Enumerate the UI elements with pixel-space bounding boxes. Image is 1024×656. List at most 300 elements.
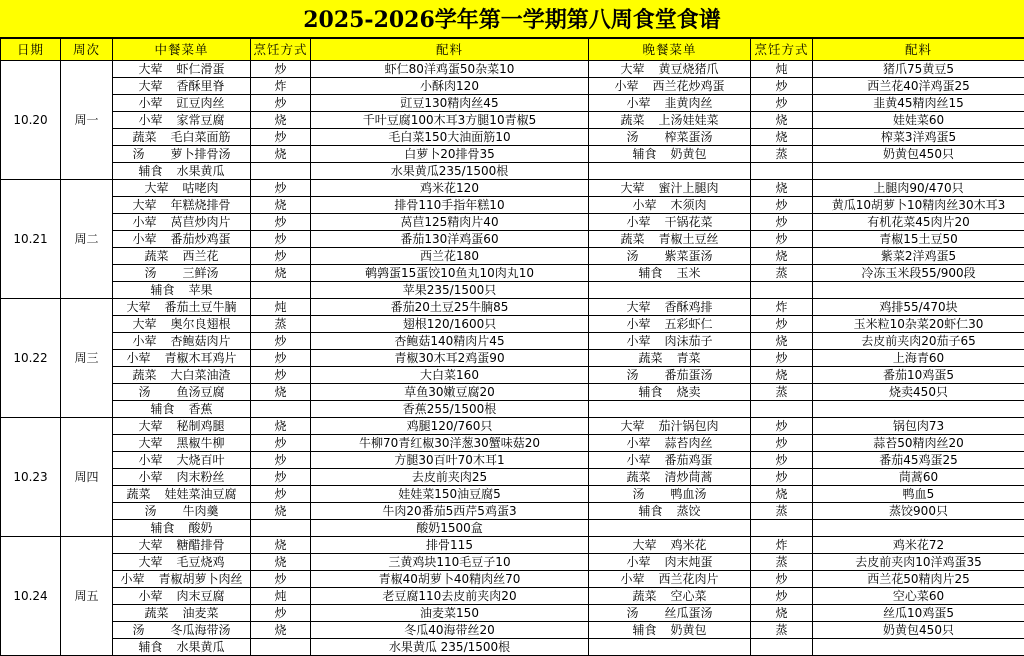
table-row (1, 452, 1024, 469)
lunch-category: 大荤 (126, 299, 164, 315)
dinner-method: 烧 (751, 129, 813, 146)
dinner-method: 蒸 (751, 554, 813, 571)
table-row-supplement (1, 639, 1024, 656)
lunch-dish: 大烧百叶 (176, 453, 224, 467)
dinner-category: 蔬菜 (632, 588, 670, 604)
lunch-dish: 咕咾肉 (182, 181, 218, 195)
dinner-ingredients: 蒜苔50精肉丝20 (813, 435, 1024, 452)
lunch-ingredients: 青椒30木耳2鸡蛋90 (311, 350, 589, 367)
lunch-supplement-cell (113, 401, 251, 418)
dinner-empty-method (751, 401, 813, 418)
table-row (1, 622, 1024, 639)
header-date: 日期 (1, 39, 61, 61)
dinner-ingredients: 奶黄包450只 (813, 146, 1024, 163)
lunch-category: 蔬菜 (144, 248, 182, 264)
lunch-category: 大荤 (132, 316, 170, 332)
dinner-ingredients: 锅包肉73 (813, 418, 1024, 435)
lunch-category: 小荤 (138, 588, 176, 604)
lunch-category: 大荤 (138, 61, 176, 77)
header-lunch-ingredients: 配料 (311, 39, 589, 61)
table-row-supplement (1, 282, 1024, 299)
lunch-method: 蒸 (251, 316, 311, 333)
dinner-empty-method (751, 282, 813, 299)
table-row-supplement (1, 401, 1024, 418)
dinner-ingredients: 去皮前夹肉10洋鸡蛋35 (813, 554, 1024, 571)
lunch-method: 炒 (251, 605, 311, 622)
lunch-dish: 香酥里脊 (176, 79, 224, 93)
dinner-ingredients: 娃娃菜60 (813, 112, 1024, 129)
lunch-dish-cell (113, 248, 251, 265)
dinner-method: 蒸 (751, 622, 813, 639)
lunch-category: 大荤 (132, 197, 170, 213)
table-row (1, 146, 1024, 163)
lunch-method: 炸 (251, 78, 311, 95)
dinner-dish-cell (589, 265, 751, 282)
dinner-method: 蒸 (751, 503, 813, 520)
table-row (1, 367, 1024, 384)
dinner-dish: 番茄蛋汤 (664, 368, 712, 382)
dinner-dish: 青椒土豆丝 (658, 232, 718, 246)
dinner-ingredients: 鸡米花72 (813, 537, 1024, 554)
lunch-method: 烧 (251, 112, 311, 129)
dinner-empty-ingredients (813, 282, 1024, 299)
lunch-dish-cell (113, 435, 251, 452)
lunch-dish-cell (113, 78, 251, 95)
header-dinner-ingredients: 配料 (813, 39, 1024, 61)
lunch-dish-cell (113, 129, 251, 146)
dinner-dish: 西兰花炒鸡蛋 (652, 79, 724, 93)
lunch-method: 炒 (251, 350, 311, 367)
dinner-ingredients: 有机花菜45肉片20 (813, 214, 1024, 231)
dinner-method: 炸 (751, 537, 813, 554)
lunch-dish: 奥尔良翅根 (170, 317, 230, 331)
dinner-dish: 奶黄包 (670, 147, 706, 161)
lunch-method: 炒 (251, 367, 311, 384)
lunch-method: 炒 (251, 486, 311, 503)
table-row (1, 418, 1024, 435)
lunch-dish: 豇豆肉丝 (176, 96, 224, 110)
dinner-category: 汤 (632, 486, 670, 502)
lunch-method: 烧 (251, 537, 311, 554)
table-row (1, 265, 1024, 282)
lunch-ingredients: 杏鲍菇140精肉片45 (311, 333, 589, 350)
dinner-ingredients: 青椒15土豆50 (813, 231, 1024, 248)
lunch-dish: 黑椒牛柳 (176, 436, 224, 450)
dinner-category: 蔬菜 (626, 469, 664, 485)
dinner-category: 小荤 (626, 333, 664, 349)
dinner-dish-cell (589, 61, 751, 78)
dinner-method: 炒 (751, 452, 813, 469)
lunch-dish: 番茄炒鸡蛋 (170, 232, 230, 246)
menu-title: 2025-2026学年第一学期第八周食堂食谱 (0, 0, 1024, 38)
lunch-dish-cell (113, 486, 251, 503)
lunch-dish: 糖醋排骨 (176, 538, 224, 552)
lunch-dish-cell (113, 95, 251, 112)
supplement-method (251, 282, 311, 299)
table-row (1, 180, 1024, 197)
dinner-method: 炒 (751, 95, 813, 112)
lunch-category: 蔬菜 (126, 486, 164, 502)
dinner-method: 炒 (751, 469, 813, 486)
lunch-category: 小荤 (132, 214, 170, 230)
lunch-dish: 青椒胡萝卜肉丝 (158, 572, 242, 586)
dinner-dish-cell (589, 316, 751, 333)
dinner-dish: 蒜苔肉丝 (664, 436, 712, 450)
supplement-category: 辅食 (138, 639, 176, 655)
dinner-method: 炒 (751, 197, 813, 214)
dinner-ingredients: 上腿肉90/470只 (813, 180, 1024, 197)
dinner-ingredients: 榨菜3洋鸡蛋5 (813, 129, 1024, 146)
dinner-category: 汤 (626, 367, 664, 383)
dinner-dish: 鸡米花 (670, 538, 706, 552)
lunch-dish: 虾仁滑蛋 (176, 62, 224, 76)
lunch-dish-cell (113, 112, 251, 129)
lunch-ingredients: 鸡腿120/760只 (311, 418, 589, 435)
dinner-ingredients: 番茄45鸡蛋25 (813, 452, 1024, 469)
lunch-category: 蔬菜 (144, 605, 182, 621)
dinner-category: 大荤 (620, 61, 658, 77)
dinner-dish: 番茄鸡蛋 (664, 453, 712, 467)
supplement-method (251, 639, 311, 656)
lunch-method: 烧 (251, 197, 311, 214)
dinner-dish-cell (589, 537, 751, 554)
lunch-category: 小荤 (126, 350, 164, 366)
dinner-dish-cell (589, 486, 751, 503)
dinner-category: 大荤 (626, 299, 664, 315)
dinner-category: 大荤 (620, 180, 658, 196)
lunch-method: 烧 (251, 554, 311, 571)
day-weekday: 周四 (61, 418, 113, 537)
lunch-dish: 油麦菜 (182, 606, 218, 620)
dinner-dish-cell (589, 571, 751, 588)
dinner-dish-cell (589, 146, 751, 163)
dinner-dish: 肉末炖蛋 (664, 555, 712, 569)
dinner-ingredients: 猪爪75黄豆5 (813, 61, 1024, 78)
lunch-ingredients: 排骨115 (311, 537, 589, 554)
dinner-category: 辅食 (632, 622, 670, 638)
lunch-ingredients: 三黄鸡块110毛豆子10 (311, 554, 589, 571)
dinner-category: 汤 (626, 605, 664, 621)
supplement-dish: 香蕉 (188, 402, 212, 416)
table-row-supplement (1, 163, 1024, 180)
dinner-ingredients: 蒸饺900只 (813, 503, 1024, 520)
dinner-dish-cell (589, 299, 751, 316)
header-row (1, 39, 1024, 61)
lunch-method: 炒 (251, 61, 311, 78)
dinner-method: 蒸 (751, 265, 813, 282)
lunch-category: 大荤 (138, 435, 176, 451)
lunch-dish-cell (113, 503, 251, 520)
dinner-category: 小荤 (626, 554, 664, 570)
dinner-dish-cell (589, 78, 751, 95)
lunch-dish: 肉末粉丝 (176, 470, 224, 484)
dinner-dish: 韭黄肉丝 (664, 96, 712, 110)
day-date: 10.22 (1, 299, 61, 418)
dinner-category: 大荤 (632, 537, 670, 553)
supplement-ingredients: 水果黄瓜 235/1500根 (311, 639, 589, 656)
dinner-category: 小荤 (626, 452, 664, 468)
dinner-dish-cell (589, 367, 751, 384)
header-dinner-menu: 晚餐菜单 (589, 39, 751, 61)
lunch-ingredients: 鸡米花120 (311, 180, 589, 197)
table-row (1, 384, 1024, 401)
lunch-category: 小荤 (132, 333, 170, 349)
dinner-empty-ingredients (813, 163, 1024, 180)
lunch-category: 小荤 (138, 469, 176, 485)
dinner-dish-cell (589, 435, 751, 452)
lunch-dish-cell (113, 588, 251, 605)
dinner-dish-cell (589, 95, 751, 112)
dinner-dish-cell (589, 112, 751, 129)
lunch-category: 大荤 (144, 180, 182, 196)
lunch-dish-cell (113, 180, 251, 197)
table-row (1, 95, 1024, 112)
lunch-method: 炒 (251, 248, 311, 265)
dinner-ingredients: 烧卖450只 (813, 384, 1024, 401)
dinner-category: 小荤 (626, 95, 664, 111)
supplement-dish: 酸奶 (188, 521, 212, 535)
lunch-dish: 莴苣炒肉片 (170, 215, 230, 229)
dinner-empty-ingredients (813, 639, 1024, 656)
dinner-dish-cell (589, 180, 751, 197)
dinner-ingredients: 玉米粒10杂菜20虾仁30 (813, 316, 1024, 333)
lunch-method: 烧 (251, 265, 311, 282)
dinner-category: 蔬菜 (638, 350, 676, 366)
dinner-dish: 丝瓜蛋汤 (664, 606, 712, 620)
lunch-method: 烧 (251, 146, 311, 163)
table-row (1, 350, 1024, 367)
dinner-ingredients: 空心菜60 (813, 588, 1024, 605)
lunch-dish: 青椒木耳鸡片 (164, 351, 236, 365)
dinner-dish: 清炒茼蒿 (664, 470, 712, 484)
dinner-method: 炒 (751, 78, 813, 95)
dinner-method: 炒 (751, 214, 813, 231)
dinner-ingredients: 丝瓜10鸡蛋5 (813, 605, 1024, 622)
dinner-dish-cell (589, 333, 751, 350)
table-row (1, 129, 1024, 146)
dinner-dish: 蜜汁上腿肉 (658, 181, 718, 195)
dinner-dish: 奶黄包 (670, 623, 706, 637)
lunch-supplement-cell (113, 163, 251, 180)
dinner-empty-ingredients (813, 401, 1024, 418)
dinner-method: 烧 (751, 367, 813, 384)
lunch-ingredients: 翅根120/1600只 (311, 316, 589, 333)
supplement-ingredients: 酸奶1500盒 (311, 520, 589, 537)
dinner-ingredients: 鸡排55/470块 (813, 299, 1024, 316)
dinner-dish: 玉米 (676, 266, 700, 280)
dinner-category: 小荤 (626, 435, 664, 451)
lunch-category: 大荤 (138, 537, 176, 553)
table-row (1, 112, 1024, 129)
day-date: 10.20 (1, 61, 61, 180)
lunch-method: 烧 (251, 503, 311, 520)
dinner-method: 蒸 (751, 384, 813, 401)
dinner-empty-cell (589, 401, 751, 418)
dinner-dish: 鸭血汤 (670, 487, 706, 501)
supplement-dish: 苹果 (188, 283, 212, 297)
table-row (1, 486, 1024, 503)
dinner-dish-cell (589, 452, 751, 469)
lunch-category: 汤 (132, 622, 170, 638)
table-row (1, 503, 1024, 520)
lunch-ingredients: 排骨110手指年糕10 (311, 197, 589, 214)
lunch-ingredients: 大白菜160 (311, 367, 589, 384)
dinner-dish-cell (589, 418, 751, 435)
supplement-method (251, 401, 311, 418)
day-date: 10.23 (1, 418, 61, 537)
lunch-dish: 萝卜排骨汤 (170, 147, 230, 161)
dinner-category: 小荤 (632, 197, 670, 213)
dinner-empty-cell (589, 639, 751, 656)
dinner-dish: 青菜 (676, 351, 700, 365)
dinner-ingredients: 番茄10鸡蛋5 (813, 367, 1024, 384)
lunch-dish-cell (113, 146, 251, 163)
table-row (1, 605, 1024, 622)
lunch-method: 烧 (251, 418, 311, 435)
lunch-ingredients: 娃娃菜150油豆腐5 (311, 486, 589, 503)
dinner-dish-cell (589, 503, 751, 520)
dinner-dish-cell (589, 129, 751, 146)
supplement-category: 辅食 (150, 401, 188, 417)
lunch-ingredients: 油麦菜150 (311, 605, 589, 622)
lunch-ingredients: 牛柳70青红椒30洋葱30蟹味菇20 (311, 435, 589, 452)
supplement-dish: 水果黄瓜 (176, 640, 224, 654)
dinner-dish-cell (589, 384, 751, 401)
dinner-dish: 空心菜 (670, 589, 706, 603)
lunch-dish: 年糕烧排骨 (170, 198, 230, 212)
lunch-dish: 西兰花 (182, 249, 218, 263)
table-row (1, 571, 1024, 588)
dinner-method: 烧 (751, 486, 813, 503)
lunch-dish: 肉末豆腐 (176, 589, 224, 603)
lunch-category: 大荤 (138, 418, 176, 434)
dinner-ingredients: 西兰花40洋鸡蛋25 (813, 78, 1024, 95)
lunch-dish-cell (113, 469, 251, 486)
lunch-method: 炒 (251, 333, 311, 350)
table-row (1, 316, 1024, 333)
lunch-category: 大荤 (138, 554, 176, 570)
dinner-dish: 黄豆烧猪爪 (658, 62, 718, 76)
lunch-dish: 毛豆烧鸡 (176, 555, 224, 569)
table-row (1, 469, 1024, 486)
lunch-dish: 大白菜油渣 (170, 368, 230, 382)
lunch-ingredients: 番茄20土豆25牛腩85 (311, 299, 589, 316)
lunch-dish-cell (113, 214, 251, 231)
lunch-method: 炒 (251, 214, 311, 231)
lunch-method: 炒 (251, 469, 311, 486)
dinner-method: 烧 (751, 112, 813, 129)
dinner-dish-cell (589, 214, 751, 231)
lunch-category: 小荤 (138, 452, 176, 468)
dinner-dish: 蒸饺 (676, 504, 700, 518)
dinner-method: 烧 (751, 180, 813, 197)
lunch-category: 汤 (144, 503, 182, 519)
lunch-ingredients: 毛白菜150大油面筋10 (311, 129, 589, 146)
dinner-method: 烧 (751, 333, 813, 350)
lunch-method: 烧 (251, 384, 311, 401)
dinner-method: 炒 (751, 571, 813, 588)
dinner-method: 炒 (751, 231, 813, 248)
lunch-dish-cell (113, 197, 251, 214)
lunch-ingredients: 白萝卜20排骨35 (311, 146, 589, 163)
dinner-dish: 烧卖 (676, 385, 700, 399)
supplement-ingredients: 香蕉255/1500根 (311, 401, 589, 418)
dinner-category: 小荤 (626, 316, 664, 332)
day-date: 10.24 (1, 537, 61, 656)
dinner-method: 炒 (751, 316, 813, 333)
dinner-category: 大荤 (620, 418, 658, 434)
table-row (1, 435, 1024, 452)
dinner-category: 辅食 (632, 146, 670, 162)
lunch-method: 炒 (251, 95, 311, 112)
header-lunch-menu: 中餐菜单 (113, 39, 251, 61)
lunch-dish-cell (113, 316, 251, 333)
dinner-empty-method (751, 163, 813, 180)
lunch-ingredients: 鹌鹑蛋15蛋饺10鱼丸10肉丸10 (311, 265, 589, 282)
lunch-ingredients: 冬瓜40海带丝20 (311, 622, 589, 639)
dinner-empty-ingredients (813, 520, 1024, 537)
lunch-dish-cell (113, 333, 251, 350)
dinner-dish-cell (589, 554, 751, 571)
lunch-ingredients: 青椒40胡萝卜40精肉丝70 (311, 571, 589, 588)
dinner-dish: 上汤娃娃菜 (658, 113, 718, 127)
dinner-dish: 西兰花肉片 (658, 572, 718, 586)
menu-table (0, 38, 1024, 656)
lunch-dish-cell (113, 61, 251, 78)
lunch-method: 炖 (251, 299, 311, 316)
lunch-dish-cell (113, 605, 251, 622)
lunch-ingredients: 方腿30百叶70木耳1 (311, 452, 589, 469)
supplement-category: 辅食 (150, 282, 188, 298)
dinner-ingredients: 奶黄包450只 (813, 622, 1024, 639)
lunch-dish: 娃娃菜油豆腐 (164, 487, 236, 501)
lunch-dish-cell (113, 367, 251, 384)
lunch-ingredients: 豇豆130精肉丝45 (311, 95, 589, 112)
dinner-empty-method (751, 520, 813, 537)
header-weekday: 周次 (61, 39, 113, 61)
dinner-ingredients: 黄瓜10胡萝卜10精肉丝30木耳3 (813, 197, 1024, 214)
dinner-ingredients: 西兰花50精肉片25 (813, 571, 1024, 588)
header-dinner-method: 烹饪方式 (751, 39, 813, 61)
table-row (1, 248, 1024, 265)
dinner-dish-cell (589, 588, 751, 605)
dinner-ingredients: 鸭血5 (813, 486, 1024, 503)
dinner-dish: 紫菜蛋汤 (664, 249, 712, 263)
dinner-empty-cell (589, 520, 751, 537)
lunch-method: 炒 (251, 231, 311, 248)
dinner-category: 小荤 (626, 214, 664, 230)
dinner-method: 炒 (751, 350, 813, 367)
table-row-supplement (1, 520, 1024, 537)
table-row (1, 333, 1024, 350)
lunch-method: 炒 (251, 571, 311, 588)
dinner-dish: 木须肉 (670, 198, 706, 212)
lunch-category: 蔬菜 (132, 129, 170, 145)
lunch-method: 烧 (251, 622, 311, 639)
menu-body (1, 61, 1024, 656)
supplement-method (251, 163, 311, 180)
dinner-dish: 干锅花菜 (664, 215, 712, 229)
lunch-ingredients: 牛肉20番茄5西芹5鸡蛋3 (311, 503, 589, 520)
dinner-ingredients: 冷冻玉米段55/900段 (813, 265, 1024, 282)
supplement-ingredients: 苹果235/1500只 (311, 282, 589, 299)
lunch-ingredients: 莴苣125精肉片40 (311, 214, 589, 231)
lunch-dish-cell (113, 571, 251, 588)
lunch-ingredients: 草鱼30嫩豆腐20 (311, 384, 589, 401)
lunch-ingredients: 老豆腐110去皮前夹肉20 (311, 588, 589, 605)
lunch-category: 小荤 (138, 95, 176, 111)
dinner-method: 烧 (751, 605, 813, 622)
